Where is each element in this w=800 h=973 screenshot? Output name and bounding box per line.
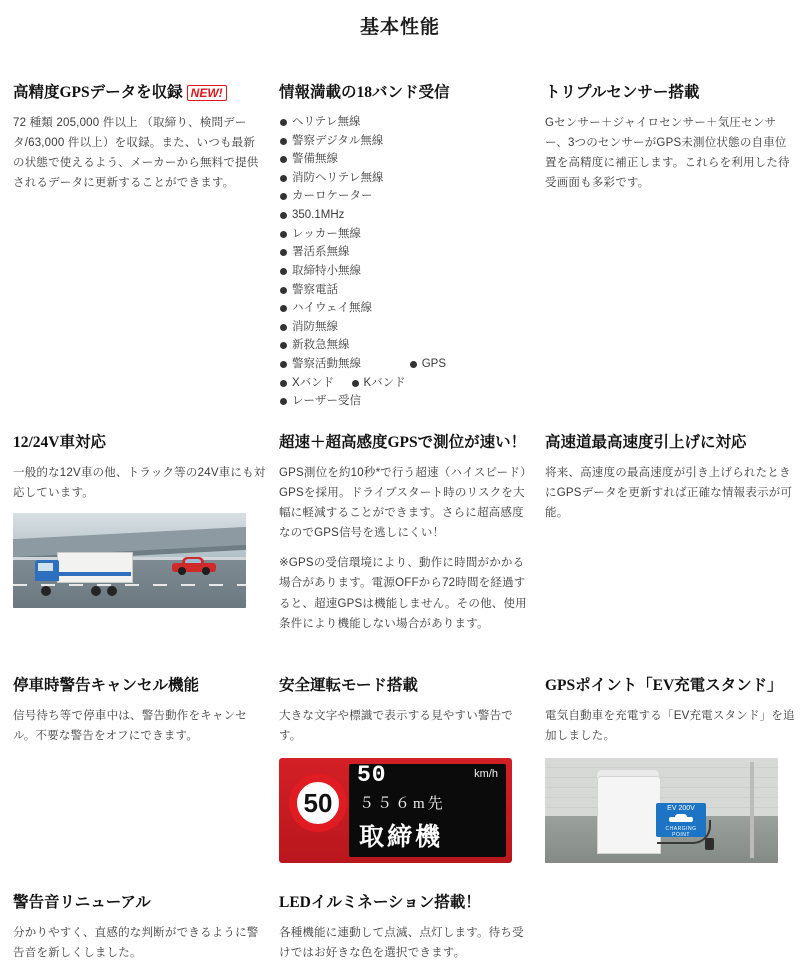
feature-safe-drive [279, 644, 532, 863]
list-item: レッカー無線 [279, 225, 406, 244]
list-item: 警察活動無線 [279, 355, 406, 374]
speed-limit-sign-icon: 50 [289, 774, 347, 832]
list-item: 警備無線 [279, 150, 406, 169]
list-item: 警察デジタル無線 [279, 132, 406, 151]
feature-paragraph: 電気自動車を充電する「EV充電スタンド」を追加しました。 [545, 709, 795, 742]
page-title: 基本性能 [359, 17, 440, 38]
feature-empty-slot [545, 863, 798, 973]
feature-title [545, 676, 798, 697]
feature-paragraph: 一般的な12V車の他、トラック等の24V車にも対応しています。 [13, 466, 266, 499]
feature-paragraph: 将来、高速度の最高速度が引き上げられたときにGPSデータを更新すれば正確な情報表示が可能。 [545, 466, 793, 520]
feature-body [13, 706, 266, 746]
feature-title [13, 893, 266, 914]
feature-title-text: LEDイルミネーション搭載！ [279, 894, 481, 912]
list-item: GPS [409, 355, 477, 374]
feature-title [279, 83, 532, 104]
list-item: Xバンド [279, 374, 347, 393]
red-car-icon [172, 556, 216, 572]
warning-type-label: 取締機 [359, 824, 444, 852]
feature-title [13, 676, 266, 697]
feature-high-speed-gps [279, 411, 532, 644]
feature-title [13, 433, 266, 454]
list-item: 350.1MHz [279, 206, 406, 225]
highway-truck-illustration [13, 513, 246, 608]
list-item: カーロケーター [279, 187, 406, 206]
charging-post [597, 776, 697, 854]
list-item: 消防無線 [279, 318, 406, 337]
feature-title [279, 433, 532, 454]
feature-title [279, 676, 532, 697]
feature-note: ※GPSの受信環境により、動作に時間がかかる場合があります。電源OFFから72時間を経過すると、超速GPSは機能しません。その他、使用条件により機能しない場合があります。 [279, 557, 527, 630]
ev-charging-stand [545, 758, 778, 863]
feature-title [545, 433, 798, 454]
speed-warning-display [279, 758, 512, 863]
feature-title [13, 83, 266, 104]
feature-paragraph: 信号待ち等で停車中は、警告動作をキャンセル。不要な警告をオフにできます。 [13, 709, 247, 742]
feature-warning-sound [13, 863, 266, 973]
feature-body [545, 113, 798, 194]
current-speed-value: 50 [357, 762, 387, 789]
feature-title [279, 893, 532, 914]
feature-title-text: 超速＋超高感度GPSで測位が速い！ [279, 433, 527, 451]
list-item: Kバンド [351, 374, 419, 393]
charging-plug-icon [705, 838, 714, 850]
feature-paragraph: Gセンサー＋ジャイロセンサー＋気圧センサー、3つのセンサーがGPS未測位状態の自車位置を高精度に補正します。これらを利用した待受画面も多彩です。 [545, 116, 790, 190]
stand-screen-title: EV 200V [667, 805, 695, 813]
feature-body [545, 463, 798, 523]
feature-grid [0, 83, 800, 973]
feature-body [13, 113, 266, 194]
list-item: ハイウェイ無線 [279, 299, 406, 318]
distance-label: ５５６m先 [359, 796, 446, 813]
truck-icon [35, 552, 131, 592]
feature-title-text: 警告音リニューアル [13, 894, 151, 912]
feature-title [545, 83, 798, 104]
feature-title-text: GPSポイント「EV充電スタンド」 [545, 676, 783, 694]
feature-title-text: 高速道最高速度引上げに対応 [545, 433, 747, 451]
feature-triple-sensor [545, 83, 798, 411]
stand-screen-sub: CHARGING POINT [665, 826, 697, 839]
feature-title-text: 高精度GPSデータを収録 [13, 84, 183, 101]
feature-body [545, 706, 798, 746]
feature-title-text: 停車時警告キャンセル機能 [13, 676, 200, 694]
new-badge: NEW! [187, 85, 227, 101]
feature-body [279, 706, 532, 746]
feature-title-text: トリプルセンサー搭載 [545, 84, 700, 101]
feature-12-24v [13, 411, 266, 644]
list-item: 消防ヘリテレ無線 [279, 169, 406, 188]
feature-body [279, 923, 532, 963]
pole [750, 762, 754, 858]
feature-body [13, 923, 266, 963]
feature-title-text: 情報満載の18バンド受信 [279, 84, 450, 101]
charging-cable [657, 820, 711, 844]
feature-title-text: 安全運転モード搭載 [279, 676, 418, 694]
feature-paragraph: GPS測位を約10秒*で行う超速（ハイスピード）GPSを採用。ドライブスタート時のリスクを大幅に軽減することができます。さらに超高感度なのでGPS信号を逃しにくい！ [279, 466, 532, 540]
list-item: ヘリテレ無線 [279, 113, 406, 132]
list-item: 取締特小無線 [279, 262, 406, 281]
feature-paragraph: 各種機能に連動して点滅、点灯します。待ち受けではお好きな色を選択できます。 [279, 926, 524, 960]
list-item: 新救急無線 [279, 336, 406, 355]
feature-body [13, 463, 266, 503]
band-list [279, 113, 532, 411]
feature-paragraph: 大きな文字や標識で表示する見やすい警告です。 [279, 709, 513, 742]
feature-title-text: 12/24V車対応 [13, 433, 107, 451]
feature-led-illumination [279, 863, 532, 973]
feature-18band [279, 83, 532, 411]
feature-body [279, 463, 532, 634]
feature-gps-data [13, 83, 266, 411]
speed-unit-label: km/h [474, 768, 498, 781]
list-item: 署活系無線 [279, 243, 406, 262]
feature-max-speed [545, 411, 798, 644]
display-screen [349, 764, 506, 857]
feature-paragraph: 72 種類 205,000 件以上 （取締り、検問データ/63,000 件以上）を収録。また、いつも最新の状態で使えるよう、メーカーから無料で提供されるデータに更新することができます。 [13, 116, 259, 190]
feature-stop-cancel [13, 644, 266, 863]
list-item: レーザー受信 [279, 392, 532, 411]
feature-ev-point [545, 644, 798, 863]
list-item: 警察電話 [279, 281, 406, 300]
feature-paragraph: 分かりやすく、直感的な判断ができるように警告音を新しくしました。 [13, 926, 259, 960]
